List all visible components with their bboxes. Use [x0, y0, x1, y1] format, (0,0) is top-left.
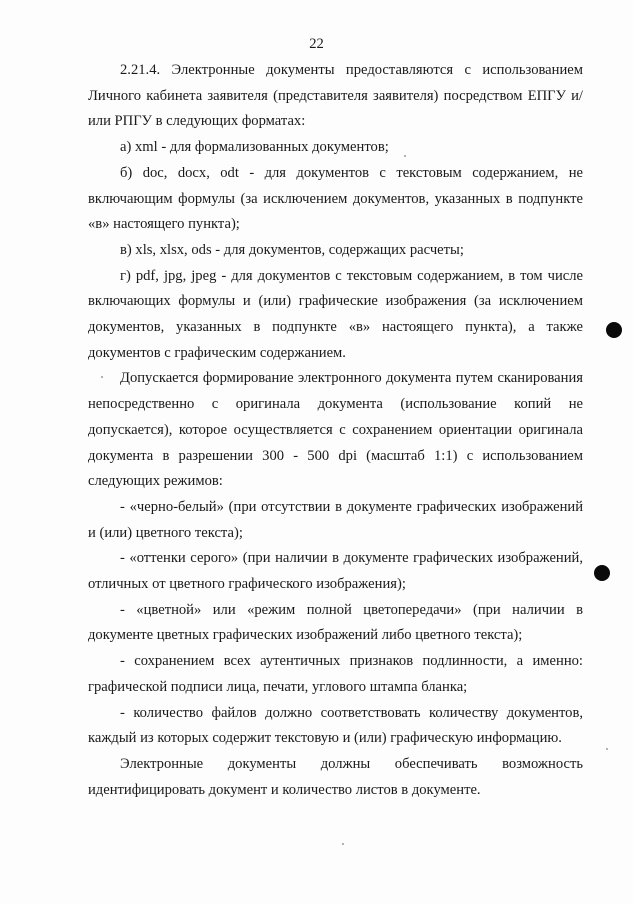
list-item-a-xml: а) xml - для формализованных документов;: [120, 139, 389, 156]
authenticity-signs: - сохранением всех аутентичных признаков подлинности, а именно: графической подписи лица, печати, углового штампа бланка;: [88, 653, 583, 695]
list-item-v-xls: в) xls, xlsx, ods - для документов, содержащих расчеты;: [120, 241, 464, 258]
list-item-b-doc: б) doc, docx, odt - для документов с текстовым содержанием, не включающим формулы (за исключением документов, указанных в подпункте «в» настоящего пункта);: [88, 164, 583, 233]
mode-black-white: - «черно-белый» (при отсутствии в документе графических изображений и (или) цветного текста);: [88, 498, 583, 541]
document-body: [88, 58, 583, 803]
paragraph-identification: Электронные документы должны обеспечивать возможность идентифицировать документ и количество листов в документе.: [88, 755, 583, 798]
paragraph-scanning: Допускается формирование электронного документа путем сканирования непосредственно с оригинала документа (использование копий не допускается), которое осуществляется с сохранением ориентации оригинала документа в разрешении 300 - 500 dpi (масштаб 1:1) с использованием следующих режимов:: [88, 370, 583, 490]
paragraph-2-21-4: 2.21.4. Электронные документы предоставляются с использованием Личного кабинета заявителя (представителя заявителя) посредством ЕПГУ и/или РПГУ в следующих форматах:: [88, 62, 583, 130]
page-number: 22: [309, 36, 324, 52]
punch-hole-mark: [594, 565, 610, 581]
scan-speck: [101, 376, 103, 378]
scan-speck: [404, 155, 406, 157]
punch-hole-mark: [606, 322, 622, 338]
scan-speck: [342, 843, 344, 845]
scan-speck: [606, 748, 608, 750]
list-item-g-pdf: г) pdf, jpg, jpeg - для документов с текстовым содержанием, в том числе включающих формулы и (или) графические изображения (за исключением документов, указанных в подпункте «в» настоящего пункта), а также документов с графическим содержанием.: [88, 267, 583, 361]
mode-grayscale: - «оттенки серого» (при наличии в документе графических изображений, отличных от цветного графического изображения);: [88, 550, 583, 593]
file-count-rule: - количество файлов должно соответствовать количеству документов, каждый из которых содержит текстовую и (или) графическую информацию.: [88, 704, 583, 747]
mode-color: - «цветной» или «режим полной цветопередачи» (при наличии в документе цветных графических изображений либо цветного текста);: [88, 601, 583, 644]
